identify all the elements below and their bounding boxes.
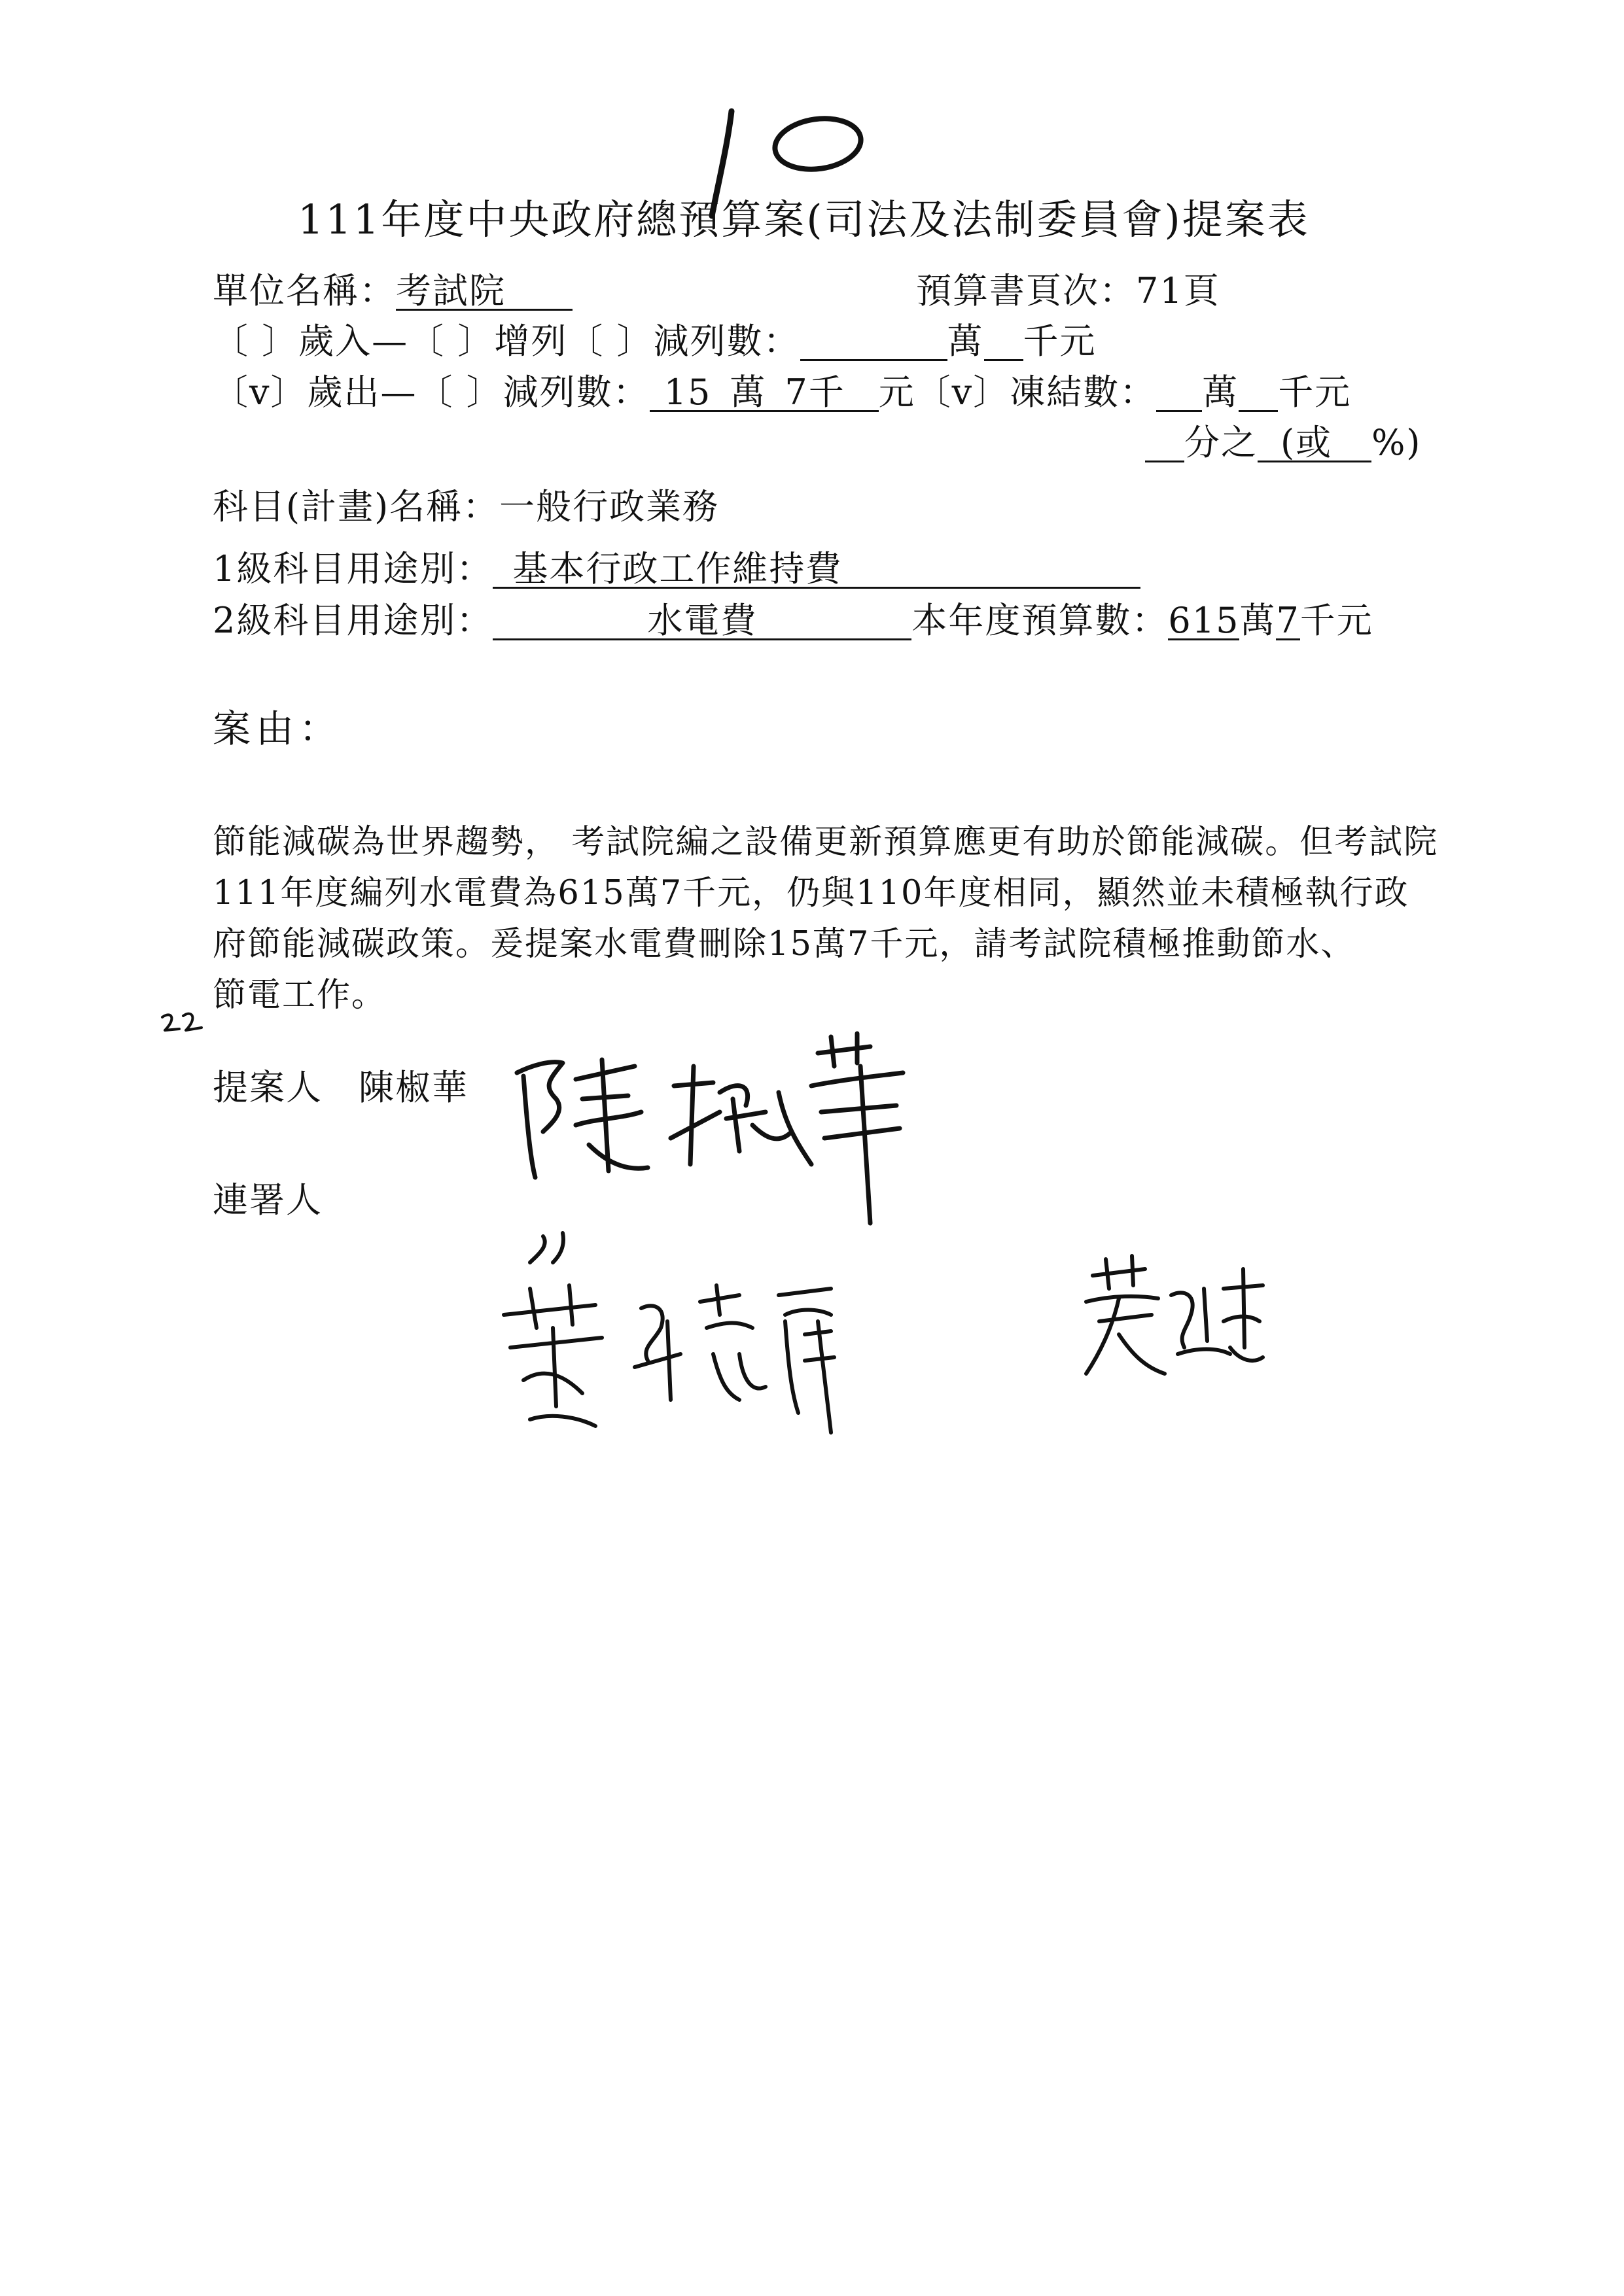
ratio-denominator-blank	[1145, 425, 1184, 462]
reason-line-4: 節電工作。	[213, 976, 387, 1015]
level1-row	[213, 548, 1140, 589]
page-ref-value: 71頁	[1136, 270, 1220, 311]
level1-label: 1級科目用途別：	[213, 548, 493, 589]
freeze-wan-blank	[1156, 375, 1202, 412]
budget-qian-unit: 千元	[1299, 600, 1373, 641]
expense-label: 歲出—	[307, 372, 417, 413]
decrease-label: 減列數：	[653, 321, 800, 362]
reason-label: 案由：	[213, 706, 343, 751]
expense-checkbox: 〔v〕	[213, 372, 308, 413]
budget-wan-value: 615	[1168, 600, 1240, 641]
expense-row	[213, 372, 1352, 413]
level1-value	[493, 548, 1140, 589]
budget-wan-unit: 萬	[1239, 600, 1277, 641]
unit-row	[213, 270, 573, 311]
page-ref-row	[916, 270, 1220, 311]
reason-line-2: 111年度編列水電費為615萬7千元，仍與110年度相同，顯然並未積極執行政	[213, 874, 1409, 913]
level2-label: 2級科目用途別：	[213, 600, 493, 641]
ratio-fen-zhi: 分之	[1184, 422, 1258, 463]
cosigner-signature-2	[1073, 1249, 1269, 1387]
freeze-checkbox: 〔v〕	[915, 372, 1010, 413]
proposer-signature	[504, 1014, 923, 1230]
proposer-row	[213, 1067, 468, 1108]
percent-blank	[1332, 425, 1371, 462]
reduction-label: 減列數：	[503, 372, 650, 413]
revenue-qian-blank	[984, 324, 1023, 361]
reduction-wan-value: 15	[663, 372, 712, 413]
reduction-qian-value: 7千	[785, 372, 845, 413]
freeze-label: 凍結數：	[1010, 372, 1157, 413]
ratio-percent: %)	[1371, 422, 1422, 463]
program-label: 科目(計畫)名稱：	[213, 486, 500, 527]
reason-line-3: 府節能減碳政策。爰提案水電費刪除15萬7千元，請考試院積極推動節水、	[213, 925, 1356, 964]
unit-label: 單位名稱：	[213, 270, 396, 311]
reduction-yuan: 元	[878, 372, 915, 413]
program-value: 一般行政業務	[499, 486, 720, 527]
revenue-label: 歲入—	[298, 321, 409, 362]
ratio-numerator-blank	[1258, 425, 1280, 462]
proposer-label: 提案人	[213, 1067, 323, 1108]
proposer-name: 陳椒華	[359, 1067, 468, 1108]
freeze-qian-blank	[1239, 375, 1278, 412]
reduction-amount	[650, 372, 879, 413]
reduction-wan-unit: 萬	[730, 372, 767, 413]
decrease-checkbox: 〔 〕	[567, 321, 654, 362]
revenue-wan-unit: 萬	[947, 321, 984, 362]
revenue-wan-blank	[800, 324, 947, 361]
budget-qian-value: 7	[1276, 600, 1300, 641]
revenue-checkbox: 〔 〕	[213, 321, 299, 362]
margin-handwritten-mark	[157, 1004, 209, 1043]
revenue-row	[213, 321, 1097, 362]
level2-row	[213, 600, 1373, 641]
level2-value: 水電費	[493, 603, 911, 640]
reason-line-1: 節能減碳為世界趨勢， 考試院編之設備更新預算應更有助於節能減碳。但考試院	[213, 823, 1439, 861]
increase-label: 增列	[494, 321, 568, 362]
form-title: 111年度中央政府總預算案(司法及法制委員會)提案表	[298, 196, 1310, 243]
freeze-qian-unit: 千元	[1278, 372, 1352, 413]
level1-value-text: 基本行政工作維持費	[512, 548, 843, 589]
freeze-ratio-row	[1145, 422, 1422, 463]
increase-checkbox: 〔 〕	[408, 321, 495, 362]
cosigner-signature-1	[491, 1223, 857, 1439]
ratio-or-text: (或	[1280, 422, 1333, 463]
cosigner-label: 連署人	[213, 1179, 323, 1221]
unit-value: 考試院	[396, 273, 573, 311]
freeze-wan-unit: 萬	[1202, 372, 1239, 413]
budget-label: 本年度預算數：	[911, 600, 1169, 641]
page-ref-label: 預算書頁次：	[916, 270, 1136, 311]
program-row	[213, 486, 720, 527]
revenue-qian-unit: 千元	[1023, 321, 1097, 362]
reduction-checkbox: 〔 〕	[417, 372, 503, 413]
